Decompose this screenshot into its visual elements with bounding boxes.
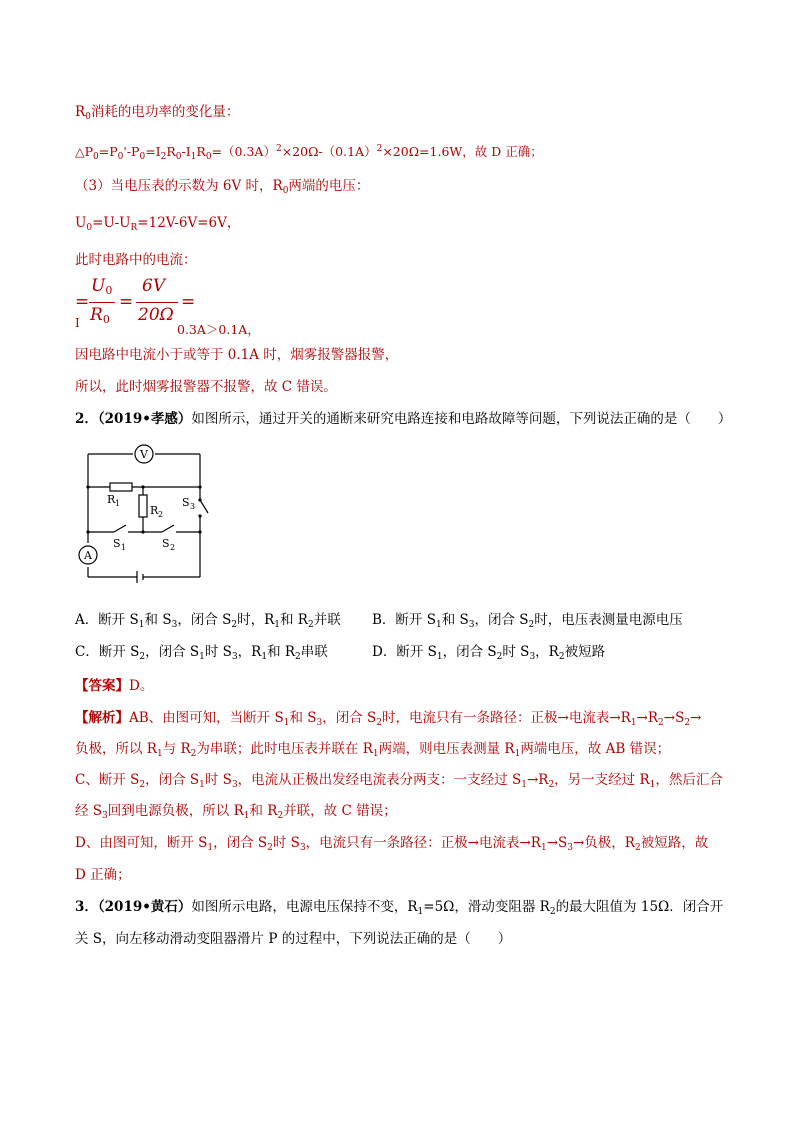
- text: -I: [181, 144, 191, 159]
- text: 和 R: [267, 644, 296, 660]
- text: 为串联；此时电压表并联在 R: [196, 741, 373, 757]
- text: R: [90, 305, 103, 325]
- subscript: 1: [436, 652, 443, 662]
- conclusion-c: [75, 378, 337, 396]
- voltage-equation: [75, 214, 240, 237]
- text: ，电流从正极出发经电流表分两支：一支经过 S: [237, 772, 522, 788]
- text: 时 S: [204, 644, 232, 660]
- text: ，然后汇合: [655, 772, 723, 788]
- text: →S: [546, 835, 568, 851]
- text: =12V-6V=6V，: [137, 215, 241, 231]
- r2-subscript: 2: [158, 510, 164, 519]
- text: ，闭合 S: [322, 710, 377, 726]
- text: 两端，则电压表测量 R: [378, 741, 515, 757]
- text: 时 S: [272, 835, 300, 851]
- text: ，闭合 S: [177, 612, 232, 628]
- text: 关 S，向左移动滑动变阻器滑片 P 的过程中，下列说法正确的是（ ）: [75, 931, 512, 947]
- fraction-bar: [136, 302, 178, 303]
- text: 两端电压，故 AB 错误；: [520, 741, 671, 757]
- question-number: 3．: [75, 899, 98, 915]
- text: B．断开 S: [372, 612, 436, 628]
- subscript: 1: [261, 652, 268, 662]
- equals-sign: =: [75, 292, 90, 312]
- text: 和 S: [144, 612, 172, 628]
- subscript: 3: [468, 620, 475, 630]
- text: 时 S: [502, 644, 530, 660]
- voltmeter-condition: [75, 177, 369, 200]
- text: 被短路，故: [640, 835, 709, 851]
- r1-subscript: 1: [115, 499, 121, 508]
- question-source: （2019•黄石）: [97, 899, 192, 915]
- analysis-line-1: [75, 709, 701, 732]
- fraction-denominator: 20Ω: [138, 305, 174, 325]
- circuit-diagram: [70, 440, 220, 585]
- superscript: 2: [275, 144, 282, 154]
- text: →R: [526, 772, 549, 788]
- text: 如图所示电路，电源电压保持不变，R: [191, 899, 418, 915]
- subscript: 1: [207, 843, 214, 853]
- r1-label: R: [107, 493, 116, 506]
- subscript: 1: [243, 811, 250, 821]
- subscript: 0: [205, 152, 212, 162]
- subscript: 0: [86, 223, 93, 233]
- subscript: 2: [528, 620, 535, 630]
- subscript: 2: [496, 652, 503, 662]
- subscript: 2: [549, 907, 556, 917]
- question-2: [75, 410, 731, 428]
- subscript: 2: [160, 152, 167, 162]
- subscript: 2: [376, 718, 383, 728]
- option-a: [75, 611, 341, 634]
- text: 串联: [300, 644, 328, 660]
- question-3: [75, 898, 723, 921]
- subscript: 1: [417, 907, 424, 917]
- subscript: 2: [295, 652, 301, 662]
- subscript: 3: [231, 780, 238, 790]
- answer-line: [75, 677, 153, 695]
- text: 时，R: [237, 612, 275, 628]
- subscript: 1: [649, 780, 656, 790]
- subscript: 1: [190, 152, 197, 162]
- option-d: [372, 643, 605, 666]
- subscript: 2: [634, 843, 641, 853]
- text: ，电流只有一条路径：正极→电流表→R: [305, 835, 541, 851]
- subscript: 2: [548, 780, 555, 790]
- question-3-line-2: [75, 930, 511, 948]
- text: AB、由图可知，当断开 S: [129, 710, 284, 726]
- text: △P: [75, 144, 94, 159]
- text: →S: [663, 710, 685, 726]
- option-b: [372, 611, 683, 634]
- subscript: 1: [156, 749, 163, 759]
- text: ，R: [535, 644, 559, 660]
- subscript: 1: [138, 620, 145, 630]
- text: U: [75, 215, 87, 231]
- subscript: 0: [105, 284, 113, 297]
- subscript: 0: [102, 313, 110, 326]
- answer-value: D。: [129, 678, 154, 694]
- s3-label: S: [182, 496, 190, 509]
- analysis-line-3: [75, 771, 723, 794]
- ammeter-label: A: [84, 549, 92, 562]
- s1-subscript: 1: [121, 543, 127, 552]
- fraction-bar: [89, 302, 115, 303]
- text: D 正确；: [75, 867, 131, 883]
- subscript: 2: [684, 718, 691, 728]
- equals-sign: =: [119, 292, 134, 312]
- current-heading: [75, 251, 197, 269]
- subscript: 3: [316, 718, 323, 728]
- subscript: 2: [139, 652, 146, 662]
- text: 经 S: [75, 803, 103, 819]
- analysis-line-6: [75, 866, 131, 884]
- text: ，另一支经过 R: [554, 772, 650, 788]
- text: =I: [145, 144, 161, 159]
- question-number: 2．: [75, 411, 98, 427]
- subscript: 2: [558, 652, 565, 662]
- subscript: 1: [199, 780, 205, 790]
- text: D、由图可知，断开 S: [75, 835, 208, 851]
- s2-label: S: [162, 537, 170, 550]
- option-c: [75, 643, 328, 666]
- subscript: 2: [658, 718, 664, 728]
- text: 时 S: [204, 772, 232, 788]
- text: →R: [636, 710, 659, 726]
- text: 并联，故 C 错误；: [283, 803, 397, 819]
- text: →负极，R: [573, 835, 635, 851]
- equals-sign: =: [181, 292, 196, 312]
- text: →: [690, 710, 702, 726]
- subscript: 2: [190, 749, 197, 759]
- text: 因电路中电流小于或等于 0.1A 时，烟雾报警器报警，: [75, 347, 399, 363]
- text: '-P: [123, 144, 140, 159]
- s1-label: S: [113, 537, 121, 550]
- fraction-denominator: [90, 305, 110, 326]
- text: ×20Ω-（0.1A）: [281, 144, 377, 159]
- alarm-condition: [75, 346, 398, 364]
- text: =（0.3A）: [211, 144, 276, 159]
- text: 此时电路中的电流：: [75, 252, 197, 268]
- analysis-line-2: [75, 740, 670, 763]
- subscript: 3: [102, 811, 108, 821]
- subscript: 0: [85, 112, 91, 122]
- subscript: 2: [277, 811, 284, 821]
- text: 与 R: [162, 741, 191, 757]
- subscript: 1: [199, 652, 205, 662]
- text: 和 R: [280, 612, 308, 628]
- subscript: 0: [139, 152, 146, 162]
- text: 消耗的电功率的变化量：: [90, 104, 240, 120]
- text: ，R: [237, 644, 262, 660]
- s3-subscript: 3: [190, 502, 196, 511]
- text: 的最大阻值为 15Ω．闭合开: [555, 899, 724, 915]
- text: =U-U: [92, 215, 131, 231]
- analysis-tag: 【解析】: [75, 710, 129, 726]
- subscript: 3: [171, 620, 178, 630]
- subscript: 0: [93, 152, 99, 162]
- subscript: 0: [282, 186, 289, 196]
- subscript: 0: [117, 152, 124, 162]
- subscript: 3: [567, 843, 573, 853]
- answer-tag: 【答案】: [75, 678, 129, 694]
- subscript: R: [130, 223, 138, 233]
- text: 和 S: [441, 612, 469, 628]
- text: D．断开 S: [372, 644, 437, 660]
- voltmeter-label: V: [140, 448, 148, 461]
- subscript: 1: [283, 718, 290, 728]
- power-change-heading: [75, 103, 239, 126]
- text: 和 S: [289, 710, 317, 726]
- text: R: [75, 104, 86, 120]
- s2-subscript: 2: [170, 543, 176, 552]
- text: =P: [98, 144, 118, 159]
- current-formula: [75, 272, 295, 337]
- subscript: 1: [372, 749, 379, 759]
- text: 回到电源负极，所以 R: [107, 803, 244, 819]
- text: U: [91, 276, 106, 296]
- r2-label: R: [150, 504, 159, 517]
- analysis-line-5: [75, 834, 708, 857]
- text: 被短路: [564, 644, 606, 660]
- subscript: 3: [529, 652, 536, 662]
- subscript: 1: [630, 718, 637, 728]
- text: 时，电压表测量电源电压: [534, 612, 683, 628]
- text: ，闭合 S: [442, 644, 497, 660]
- text: 负极，所以 R: [75, 741, 157, 757]
- subscript: 1: [514, 749, 521, 759]
- subscript: 2: [267, 843, 273, 853]
- text: ×20Ω=1.6W，故 D 正确；: [382, 144, 543, 159]
- text: C．断开 S: [75, 644, 140, 660]
- subscript: 2: [307, 620, 314, 630]
- subscript: 1: [274, 620, 280, 630]
- text: ，闭合 S: [145, 644, 200, 660]
- analysis-line-4: [75, 802, 397, 825]
- text: ，闭合 S: [474, 612, 529, 628]
- text: ，闭合 S: [213, 835, 268, 851]
- text: A．断开 S: [75, 612, 139, 628]
- text: （3）当电压表的示数为 6V 时，R: [75, 178, 283, 194]
- subscript: 3: [299, 843, 306, 853]
- text: 和 R: [249, 803, 278, 819]
- text: ，闭合 S: [145, 772, 200, 788]
- text: C、断开 S: [75, 772, 140, 788]
- subscript: 2: [231, 620, 238, 630]
- text: =5Ω，滑动变阻器 R: [423, 899, 550, 915]
- text: 两端的电压：: [288, 178, 370, 194]
- fraction-numerator: [91, 276, 112, 297]
- text: R: [166, 144, 176, 159]
- subscript: 2: [139, 780, 146, 790]
- fraction-numerator: 6V: [142, 276, 166, 296]
- text: R: [196, 144, 206, 159]
- subscript: 1: [435, 620, 442, 630]
- result-text: 0.3A＞0.1A，: [177, 322, 260, 337]
- text: 并联: [313, 612, 341, 628]
- subscript: 1: [521, 780, 527, 790]
- power-change-equation: [75, 140, 543, 166]
- subscript: 1: [540, 843, 547, 853]
- text: 时，电流只有一条路径：正极→电流表→R: [382, 710, 631, 726]
- subscript: 0: [175, 152, 182, 162]
- subscript: 3: [231, 652, 238, 662]
- current-symbol: I: [75, 316, 80, 330]
- question-text: 如图所示，通过开关的通断来研究电路连接和电路故障等问题，下列说法正确的是（ ）: [191, 411, 732, 427]
- superscript: 2: [376, 144, 383, 154]
- question-source: （2019•孝感）: [97, 411, 192, 427]
- text: 所以，此时烟雾报警器不报警，故 C 错误。: [75, 379, 337, 395]
